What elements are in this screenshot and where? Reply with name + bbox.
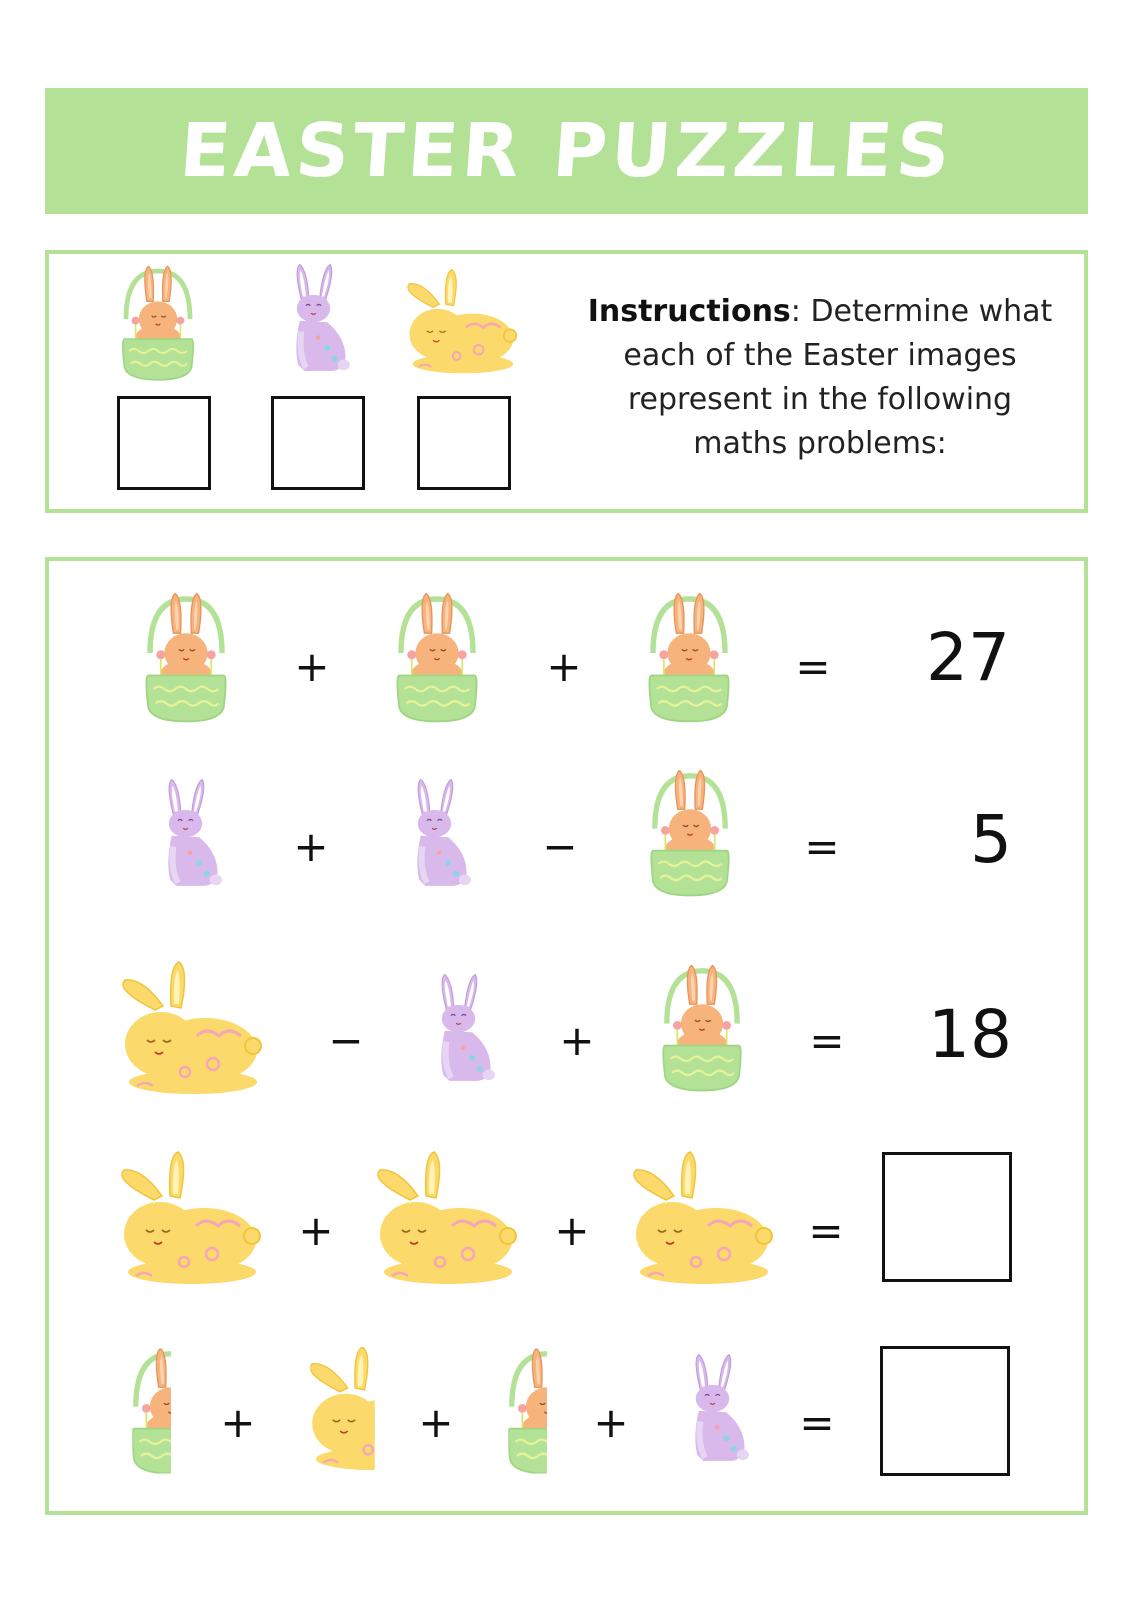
sitting-bunny-icon — [676, 1345, 752, 1475]
instructions-body: : Determine what each of the Easter images represent in the following maths problems: — [623, 294, 1053, 461]
equals-sign: = — [809, 1016, 845, 1065]
lying-bunny-icon — [624, 1150, 774, 1290]
plus-sign: + — [593, 1398, 629, 1447]
lying-bunny-icon — [113, 960, 263, 1100]
plus-sign: + — [298, 1206, 334, 1255]
minus-sign: − — [328, 1016, 364, 1065]
basket-bunny-icon — [644, 590, 734, 725]
basket-bunny-icon — [646, 767, 734, 899]
result-value: 5 — [970, 801, 1012, 878]
result-value: 18 — [928, 996, 1012, 1073]
equals-sign: = — [804, 822, 840, 871]
plus-sign: + — [546, 642, 582, 691]
equals-sign: = — [799, 1398, 835, 1447]
equals-sign: = — [808, 1206, 844, 1255]
key-answer-box-sitting[interactable] — [271, 396, 365, 490]
page-title: EASTER PUZZLES — [176, 108, 957, 194]
sitting-bunny-icon — [149, 770, 225, 900]
lying-bunny-icon — [368, 1150, 518, 1290]
answer-box[interactable] — [882, 1152, 1012, 1282]
minus-sign: − — [542, 822, 578, 871]
plus-sign: + — [418, 1398, 454, 1447]
instructions-label: Instructions — [587, 294, 791, 329]
half-basket-bunny-icon — [127, 1345, 215, 1477]
sitting-bunny-icon — [422, 965, 498, 1095]
sitting-bunny-icon — [398, 770, 474, 900]
plus-sign: + — [554, 1206, 590, 1255]
lying-bunny-icon — [400, 268, 518, 378]
instructions-text — [580, 290, 1060, 466]
plus-sign: + — [294, 642, 330, 691]
answer-box[interactable] — [880, 1346, 1010, 1476]
key-answer-box-basket[interactable] — [117, 396, 211, 490]
key-answer-box-lying[interactable] — [417, 396, 511, 490]
basket-bunny-icon — [392, 590, 482, 725]
equals-sign: = — [795, 642, 831, 691]
basket-bunny-icon — [658, 962, 746, 1094]
basket-bunny-icon — [117, 263, 199, 383]
title-banner — [45, 88, 1088, 214]
plus-sign: + — [220, 1398, 256, 1447]
lying-bunny-icon — [112, 1150, 262, 1290]
sitting-bunny-icon — [277, 263, 353, 377]
half-basket-bunny-icon — [503, 1345, 591, 1477]
plus-sign: + — [293, 822, 329, 871]
plus-sign: + — [559, 1016, 595, 1065]
result-value: 27 — [926, 619, 1010, 696]
basket-bunny-icon — [141, 590, 231, 725]
